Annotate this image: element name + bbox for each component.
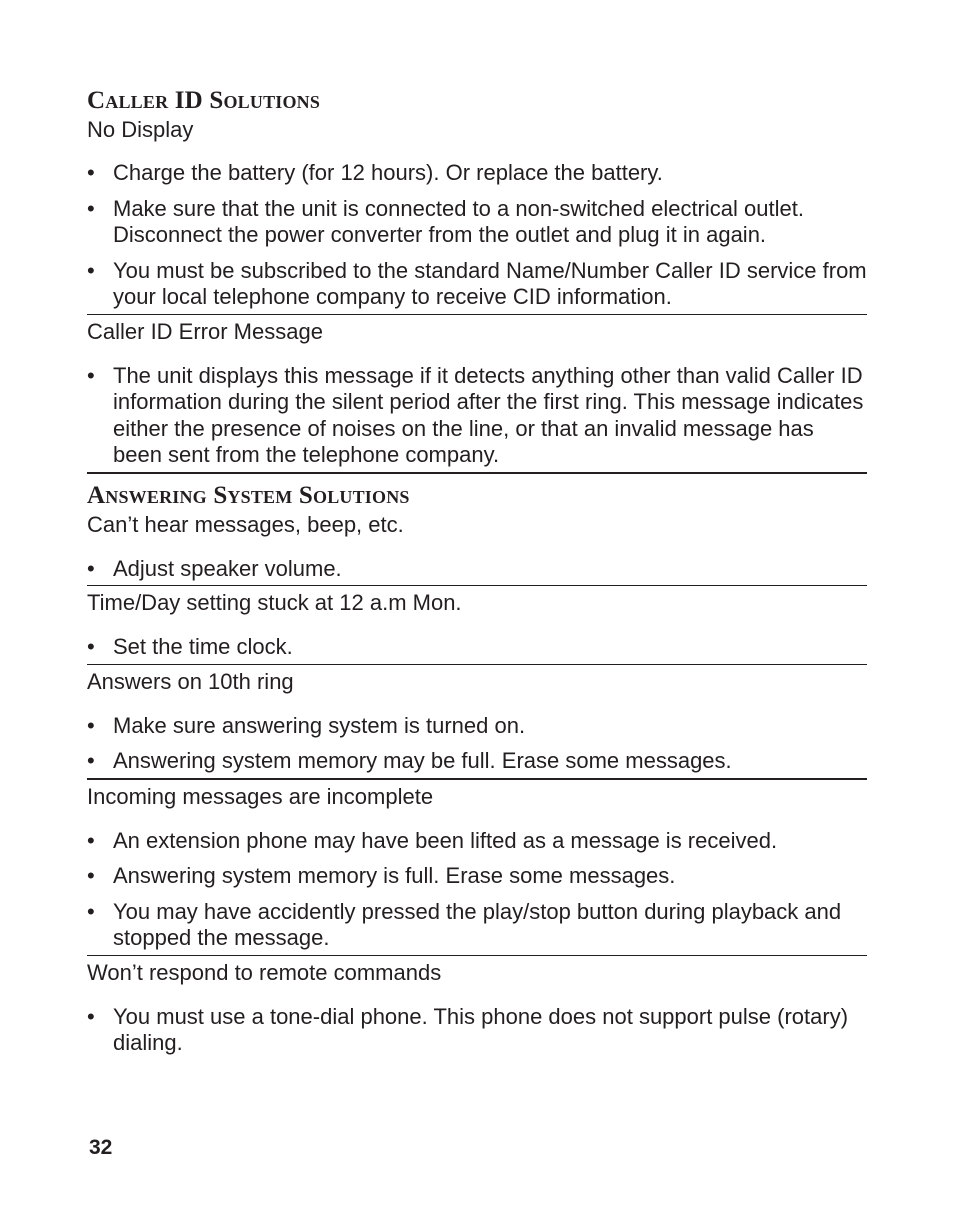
problem-title: Can’t hear messages, beep, etc. xyxy=(87,511,404,537)
solution-list xyxy=(87,363,867,469)
section-divider xyxy=(87,472,867,474)
solution-item: • You must use a tone-dial phone. This phone does not support pulse (rotary) dialing. xyxy=(87,1004,867,1057)
problem-cant-hear-messages xyxy=(87,511,867,583)
solution-item: • Set the time clock. xyxy=(87,634,867,661)
solution-item: • Adjust speaker volume. xyxy=(87,556,867,583)
section-heading-caller-id: Caller ID Solutions xyxy=(87,87,321,114)
problem-incomplete-messages xyxy=(87,783,867,952)
problem-caller-id-error xyxy=(87,318,867,469)
divider xyxy=(87,664,867,665)
solution-list xyxy=(87,160,867,311)
solution-list xyxy=(87,713,867,775)
solution-item: • Charge the battery (for 12 hours). Or replace the battery. xyxy=(87,160,867,187)
problem-title: Caller ID Error Message xyxy=(87,318,323,344)
solution-list xyxy=(87,556,867,583)
section-heading-answering-system: Answering System Solutions xyxy=(87,481,410,509)
divider xyxy=(87,955,867,956)
problem-title: Time/Day setting stuck at 12 a.m Mon. xyxy=(87,590,462,615)
problem-title: No Display xyxy=(87,117,194,142)
solution-list xyxy=(87,828,867,952)
solution-item: • You must be subscribed to the standard Name/Number Caller ID service from your local telephone company to receive CID information. xyxy=(87,258,867,311)
problem-no-display xyxy=(87,116,867,311)
problem-title: Won’t respond to remote commands xyxy=(87,959,442,985)
solution-list xyxy=(87,634,867,661)
solution-item: • Answering system memory may be full. Erase some messages. xyxy=(87,748,867,775)
solution-item: • Make sure that the unit is connected to a non-switched electrical outlet. Disconnect the power converter from the outlet and plug it in again. xyxy=(87,196,867,249)
solution-item: • Answering system memory is full. Erase some messages. xyxy=(87,863,867,890)
divider xyxy=(87,778,867,780)
solution-item: • The unit displays this message if it detects anything other than valid Caller ID information during the silent period after the first ring. This message indicates either the presence of noises on the line, or that an invalid message has been sent from the telephone company. xyxy=(87,363,867,469)
problem-answers-10th-ring xyxy=(87,668,867,775)
problem-remote-commands xyxy=(87,959,867,1057)
page-number: 32 xyxy=(89,1136,113,1159)
divider xyxy=(87,585,867,586)
solution-item: • An extension phone may have been lifted as a message is received. xyxy=(87,828,867,855)
problem-title: Answers on 10th ring xyxy=(87,668,294,694)
solution-item: • Make sure answering system is turned on. xyxy=(87,713,867,740)
problem-time-day-stuck xyxy=(87,589,867,661)
manual-page xyxy=(87,84,867,1057)
problem-title: Incoming messages are incomplete xyxy=(87,783,434,809)
solution-item: • You may have accidently pressed the play/stop button during playback and stopped the message. xyxy=(87,899,867,952)
divider xyxy=(87,314,867,315)
solution-list xyxy=(87,1004,867,1057)
